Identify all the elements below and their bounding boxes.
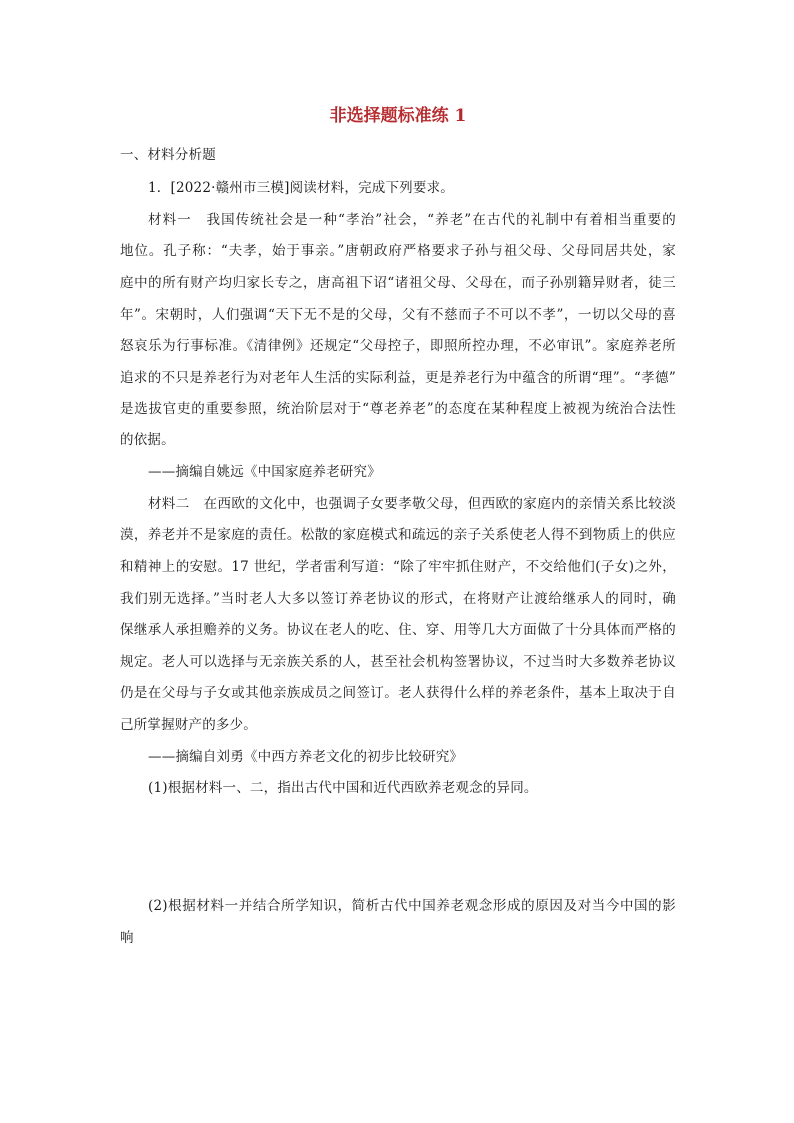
material1-line-6: 追求的不只是养老行为对老年人生活的实际利益，更是养老行为中蕴含的所谓“理”。“孝德”	[120, 370, 676, 386]
material1-line-5: 怒哀乐为行事标准。《清律例》还规定“父母控子，即照所控办理，不必审讯”。家庭养老所	[120, 338, 676, 354]
material2-line-2: 漠，养老并不是家庭的责任。松散的家庭模式和疏远的亲子关系使老人得不到物质上的供应	[120, 527, 676, 543]
question-2-line-1: (2)根据材料一并结合所学知识，简析古代中国养老观念形成的原因及对当今中国的影	[148, 898, 676, 914]
material2-line-6: 规定。老人可以选择与无亲族关系的人，甚至社会机构签署协议，不过当时大多数养老协议	[120, 654, 676, 670]
material2-line-3: 和精神上的安慰。17 世纪，学者雷利写道：“除了牢牢抓住财产，不交给他们(子女)之外，	[120, 559, 676, 575]
material1-line-4: 年”。宋朝时，人们强调“天下无不是的父母，父有不慈而子不可以不孝”，一切以父母的喜	[120, 307, 676, 323]
question-intro: 1．[2022·赣州市三模]阅读材料，完成下列要求。	[148, 180, 454, 196]
material2-line-5: 保继承人承担赡养的义务。协议在老人的吃、住、穿、用等几大方面做了十分具体而严格的	[120, 622, 676, 638]
material2-line-1: 材料二 在西欧的文化中，也强调子女要孝敬父母，但西欧的家庭内的亲情关系比较淡	[148, 496, 676, 512]
material1-line-8: 的依据。	[120, 432, 175, 448]
material2-line-8: 己所掌握财产的多少。	[120, 717, 257, 733]
question-2-line-2: 响	[120, 930, 134, 946]
material2-line-4: 我们别无选择。”当时老人大多以签订养老协议的形式，在将财产让渡给继承人的同时，确	[120, 591, 676, 607]
section-heading: 一、材料分析题	[120, 147, 216, 163]
page-title: 非选择题标准练 1	[329, 106, 467, 126]
material1-source: ——摘编自姚远《中国家庭养老研究》	[148, 464, 381, 480]
material2-line-7: 仍是在父母与子女或其他亲族成员之间签订。老人获得什么样的养老条件，基本上取决于自	[120, 685, 676, 701]
material1-line-2: 地位。孔子称：“夫孝，始于事亲。”唐朝政府严格要求子孙与祖父母、父母同居共处，家	[120, 243, 676, 259]
material2-source: ——摘编自刘勇《中西方养老文化的初步比较研究》	[148, 749, 464, 765]
material1-line-7: 是选拔官吏的重要参照，统治阶层对于“尊老养老”的态度在某种程度上被视为统治合法性	[120, 401, 676, 417]
question-1: (1)根据材料一、二，指出古代中国和近代西欧养老观念的异同。	[148, 780, 538, 796]
material1-line-1: 材料一 我国传统社会是一种“孝治”社会，“养老”在古代的礼制中有着相当重要的	[148, 212, 676, 228]
material1-line-3: 庭中的所有财产均归家长专之，唐高祖下诏“诸祖父母、父母在，而子孙别籍异财者，徒三	[120, 275, 676, 291]
